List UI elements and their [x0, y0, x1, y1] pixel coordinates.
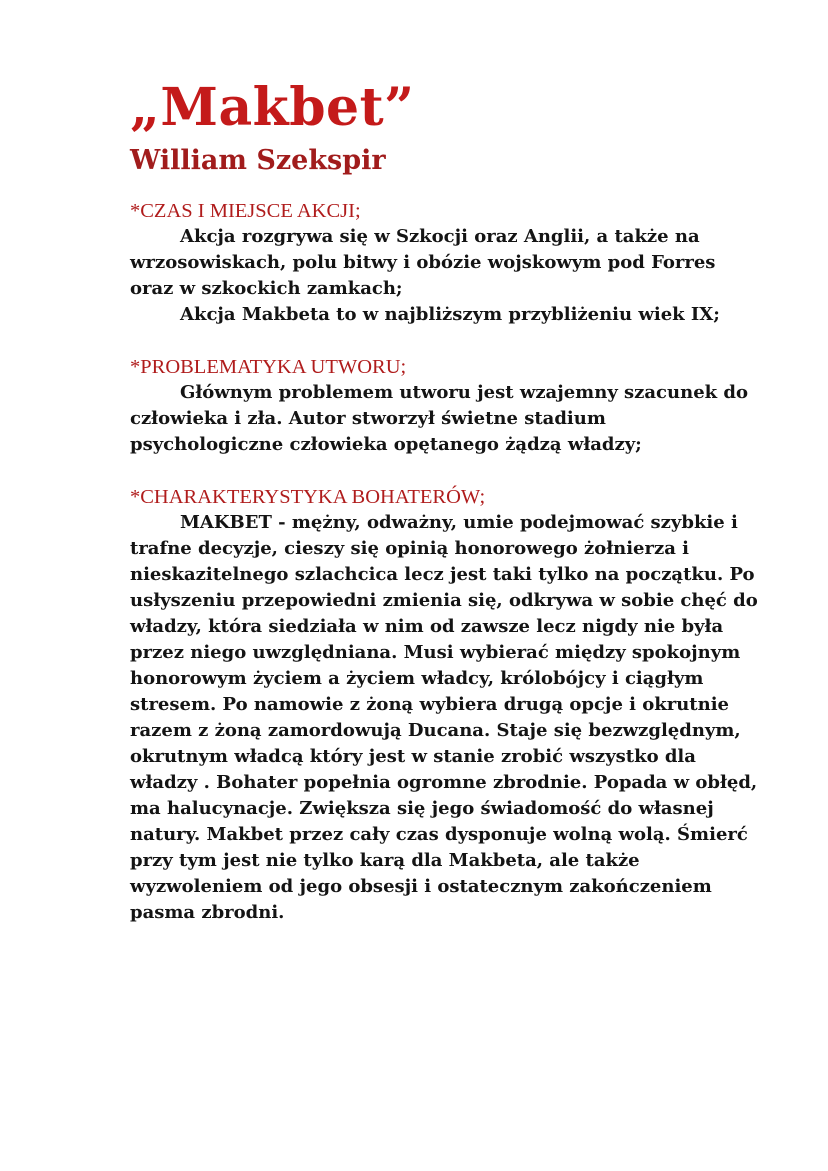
- section-heading: *PROBLEMATYKA UTWORU;: [130, 356, 407, 378]
- section-problems: [130, 354, 760, 458]
- document-title: „Makbet”: [130, 77, 415, 138]
- section-paragraph: Akcja rozgrywa się w Szkocji oraz Anglii, a także na wrzosowiskach, polu bitwy i obózie wojskowym pod Forres oraz w szkockich zamkach;: [130, 226, 716, 299]
- section-heading: *CHARAKTERYSTYKA BOHATERÓW;: [130, 486, 486, 508]
- section-paragraph: MAKBET - mężny, odważny, umie podejmować szybkie i trafne decyzje, cieszy się opinią honorowego żołnierza i nieskazitelnego szlachcica lecz jest taki tylko na początku. Po usłyszeniu przepowiedni zmienia się, odkrywa w sobie chęć do władzy, która siedziała w nim od zawsze lecz nigdy nie była przez niego uwzględniana. Musi wybierać między spokojnym honorowym życiem a życiem władcy, królobójcy i ciągłym stresem. Po namowie z żoną wybiera drugą opcje i okrutnie razem z żoną zamordowują Ducana. Staje się bezwzględnym, okrutnym władcą który jest w stanie zrobić wszystko dla władzy . Bohater popełnia ogromne zbrodnie. Popada w obłęd, ma halucynacje. Zwiększa się jego świadomość do własnej natury. Makbet przez cały czas dysponuje wolną wolą. Śmierć przy tym jest nie tylko karą dla Makbeta, ale także wyzwoleniem od jego obsesji i ostatecznym zakończeniem pasma zbrodni.: [130, 512, 758, 923]
- section-paragraph: Głównym problemem utworu jest wzajemny szacunek do człowieka i zła. Autor stworzył świetne stadium psychologiczne człowieka opętanego żądzą władzy;: [130, 382, 748, 455]
- document-page: [130, 78, 760, 926]
- document-author: William Szekspir: [130, 145, 386, 176]
- section-time-place: [130, 198, 760, 328]
- section-paragraph: Akcja Makbeta to w najbliższym przybliżeniu wiek IX;: [180, 304, 720, 325]
- section-heading: *CZAS I MIEJSCE AKCJI;: [130, 200, 361, 222]
- section-characters: [130, 484, 760, 926]
